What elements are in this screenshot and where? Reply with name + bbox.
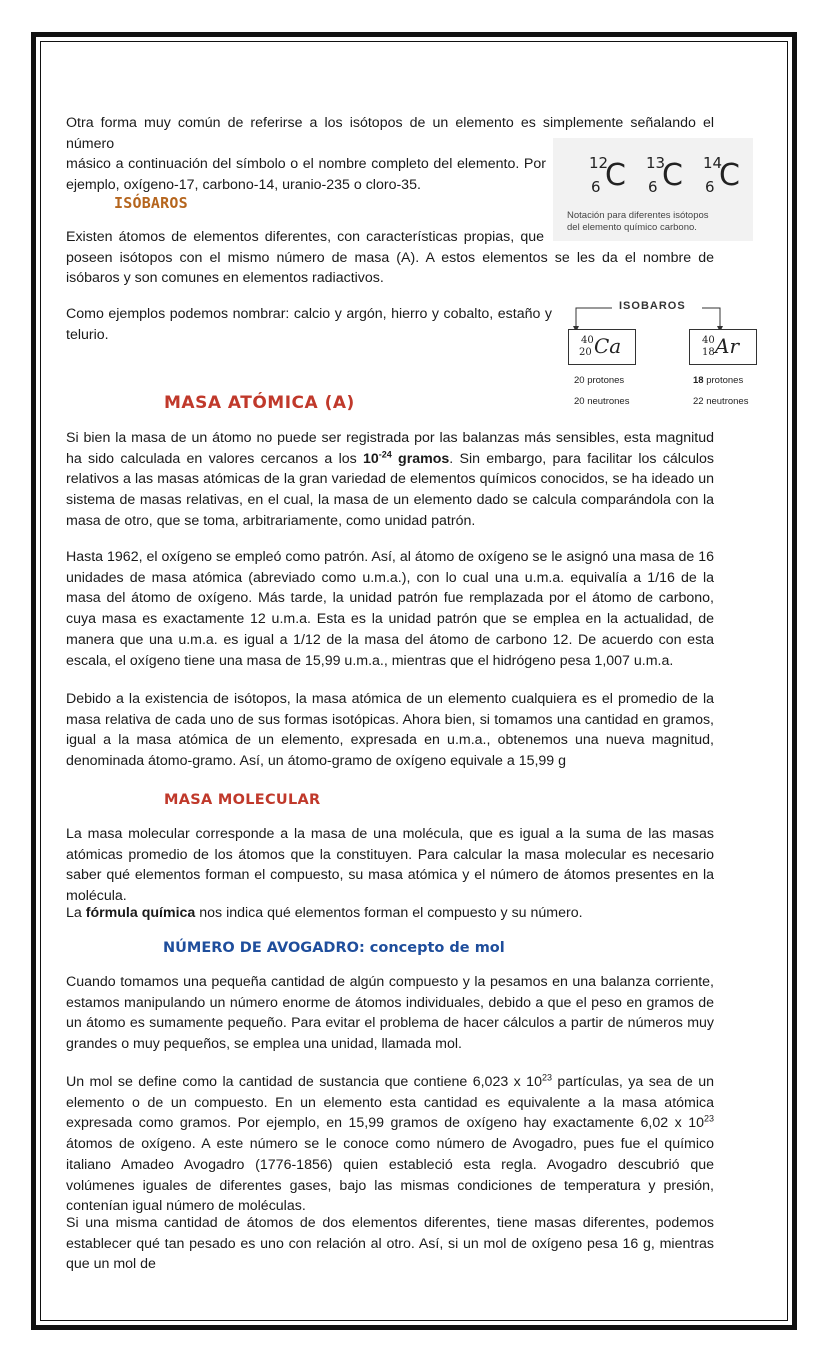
masa-atomica-heading: MASA ATÓMICA (A) [164,393,355,413]
masa-molecular-paragraph-2: La fórmula química nos indica qué elementos forman el compuesto y su número. [66,905,583,921]
intro-line-2: másico a continuación del símbolo o el nombre completo del elemento. Por [66,156,546,173]
masa-molecular-heading: MASA MOLECULAR [164,792,321,808]
element-box-ar: 40 18 Ar [689,329,757,365]
masa-molecular-paragraph-1: La masa molecular corresponde a la masa de una molécula, que es igual a la suma de las masas atómicas promedio de los átomos que la constituyen. Para calcular la masa molecular es necesario saber qué elementos forman el compuesto, su masa atómica y el número de átomos presentes en la molécula. [66,826,714,905]
isotope-caption: Notación para diferentes isótopos del elemento químico carbono. [567,210,709,233]
intro-line-1: Otra forma muy común de referirse a los isótopos de un elemento es simplemente señalando el número [66,115,714,152]
ar-neutrons: 22 neutrones [693,396,749,407]
ca-neutrons: 20 neutrones [574,396,630,407]
masa-atomica-paragraph-2: Hasta 1962, el oxígeno se empleó como patrón. Así, al átomo de oxígeno se le asignó una masa de 16 unidades de masa atómica (abreviado como u.m.a.), con lo cual una u.m.a. equivalía a 1/16 de la masa del átomo de oxígeno. Más tarde, la unidad patrón fue remplazada por el átomo de carbono, cuya masa es exactamente 12 u.m.a. Esta es la unidad patrón que se emplea en la actualidad, de manera que una u.m.a. es igual a 1/12 de la masa del átomo de carbono 12. De acuerdo con esta escala, el oxígeno tiene una masa de 15,99 u.m.a., mientras que el hidrógeno pesa 1,007 u.m.a. [66,549,714,669]
masa-atomica-paragraph-3: Debido a la existencia de isótopos, la masa atómica de un elemento cualquiera es el promedio de la masa relativa de cada uno de sus formas isotópicas. Ahora bien, si tomamos una cantidad en gramos, igual a la masa atómica de un elemento, expresada en u.m.a., obtenemos una nueva magnitud, denominada átomo-gramo. Así, un átomo-gramo de oxígeno equivale a 15,99 g [66,691,714,770]
element-box-ca: 40 20 Ca [568,329,636,365]
isobar-figure [562,296,772,416]
isobaros-heading: ISÓBAROS [114,194,188,212]
intro-line-3: ejemplo, oxígeno-17, carbono-14, uranio-235 o cloro-35. [66,177,421,194]
avogadro-paragraph-3: Si una misma cantidad de átomos de dos elementos diferentes, tiene masas diferentes, podemos establecer qué tan pesado es uno con relación al otro. Así, si un mol de oxígeno pesa 16 g, mientras que un mol de [66,1215,714,1273]
avogadro-paragraph-2: Un mol se define como la cantidad de sustancia que contiene 6,023 x $10^{23}$ partículas, ya sea de un elemento o de un compuesto. En un elemento esta cantidad es equivalente a la masa atómica expresada como gramos. Por ejemplo, en 15,99 gramos de oxígeno hay exactamente 6,02 x $10^{23}$ átomos de oxígeno. A este número se le conoce como número de Avogadro, pues fue el químico italiano Amadeo Avogadro (1776-1856) quien estableció esta regla. Avogadro descubrió que volúmenes iguales de diferentes gases, bajo las mismas condiciones de temperatura y presión, contenían igual número de moléculas. [66,1072,714,1215]
ca-protons: 20 protones [574,375,625,386]
avogadro-heading: NÚMERO DE AVOGADRO: concepto de mol [163,940,505,956]
isobaros-paragraph-2: Como ejemplos podemos nombrar: calcio y argón, hierro y cobalto, estaño y telurio. [66,306,552,343]
ar-protons: 18 protones [693,375,744,386]
isobar-label: ISOBAROS [619,300,686,312]
masa-atomica-paragraph-1: Si bien la masa de un átomo no puede ser registrada por las balanzas más sensibles, esta magnitud ha sido calculada en valores cercanos a los $10^{-24}$ gramos. Sin embargo, para facilitar los cálculos relativos a las masas atómicas de la gran variedad de elementos químicos conocidos, se ha ideado un sistema de masas relativas, en el cual, la masa de un elemento dado se calcula comparándola con la masa de otro, que se toma, arbitrariamente, como unidad patrón. [66,430,714,529]
isobaros-paragraph-1: Existen átomos de elementos diferentes, con características propias, que poseen isótopos con el mismo número de masa (A). A estos elementos se les da el nombre de isóbaros y son comunes en elementos radiactivos. [66,229,714,287]
isotope-notation-figure: 12 6 C 13 6 C 14 6 C Notación para diferentes isótopos del elemento químico carbono. [553,138,753,241]
avogadro-paragraph-1: Cuando tomamos una pequeña cantidad de algún compuesto y la pesamos en una balanza corriente, estamos manipulando un número enorme de átomos individuales, debido a que el peso en gramos de un átomo es sumamente pequeño. Para evitar el problema de hacer cálculos a partir de números muy grandes o muy pequeños, se emplea una unidad, llamada mol. [66,974,714,1053]
